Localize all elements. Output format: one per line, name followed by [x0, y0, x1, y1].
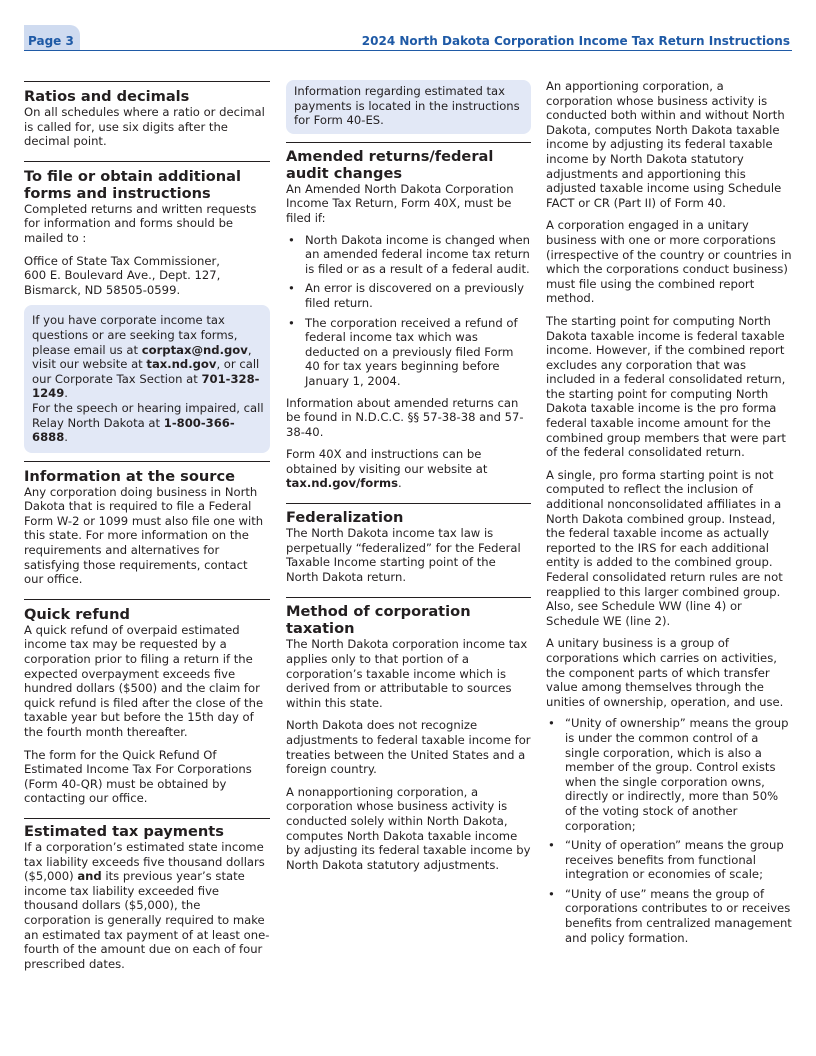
list-item: • “Unity of ownership” means the group is under the common control of a single corporation, which is also a member of the group. Control exists when the single corporation owns, directly or indirectly, more than 50% of the voting stock of another corporation; — [546, 716, 792, 833]
amended-website: Form 40X and instructions can be obtained by visiting our website at tax.nd.gov/forms. — [286, 447, 488, 491]
email-link[interactable]: corptax@nd.gov — [141, 342, 248, 357]
page-header — [24, 25, 792, 51]
section-divider — [24, 818, 270, 819]
to-file-body: Completed returns and written requests for information and forms should be mailed to : — [24, 201, 257, 245]
section-divider — [24, 81, 270, 82]
estimated-info-box — [286, 80, 531, 134]
list-item: • “Unity of use” means the group of corporations contributes to or receives benefits from centralized management and policy formation. — [546, 887, 792, 945]
federalization-body: The North Dakota income tax law is perpetually “federalized” for the Federal Taxable Income starting point of the North Dakota return. — [286, 526, 521, 584]
info-source-body: Any corporation doing business in North Dakota that is required to file a Federal Form W-2 or 1099 must also file one with this state. For more information on the requirements and alternatives for satisfying those requirements, contact our office. — [24, 484, 264, 587]
document-title: 2024 North Dakota Corporation Income Tax Return Instructions — [361, 34, 790, 48]
quick-refund-body-1: A quick refund of overpaid estimated income tax may be requested by a corporation prior to filing a return if the expected overpayment exceeds five hundred dollars ($500) and the claim for quick refund is filed after the close of the taxable year but before the 15th day of the fourth month thereafter. — [24, 622, 264, 739]
contact-info-box — [24, 305, 270, 452]
pro-forma-paragraph: A single, pro forma starting point is not computed to reflect the inclusion of additional nonconsolidated affiliates in a North Dakota combined group. Instead, the federal taxable income as actually reported to the IRS for each additional entity is added to the combined group. Federal consolidated return rules are not reapplied to this larger combined group. Also, see Schedule WW (line 4) or Schedule WE (line 2). — [546, 467, 783, 628]
relay-phone-number: 1-800-366-6888 — [32, 415, 235, 445]
page-number: Page 3 — [28, 34, 74, 48]
apportioning-paragraph: An apportioning corporation, a corporation whose business activity is conducted both within and without North Dakota, computes North Dakota taxable income by adjusting its federal taxable income by North Dakota statutory adjustments and apportioning this adjusted taxable income using Schedule FACT or CR (Part II) of Form 40. — [546, 79, 785, 210]
contact-info-text: If you have corporate income tax questions or are seeking tax forms, please email us at corptax@nd.gov, visit our website at tax.nd.gov, or call our Corporate Tax Section at 701-328-1249. For the speech or hearing impaired, call Relay North Dakota at 1-800-366-6888. — [32, 313, 264, 445]
section-divider — [24, 461, 270, 462]
column-3 — [546, 79, 792, 945]
estimated-heading: Estimated tax payments — [24, 822, 224, 840]
mailing-address: Office of State Tax Commissioner, 600 E. Boulevard Ave., Dept. 127, Bismarck, ND 58505-0599. — [24, 253, 221, 297]
method-heading: Method of corporation taxation — [286, 603, 471, 638]
section-divider — [286, 503, 531, 504]
list-item: • The corporation received a refund of federal income tax which was deducted on a previously filed Form 40 for tax years beginning before January 1, 2004. — [286, 316, 531, 389]
starting-point-paragraph: The starting point for computing North Dakota taxable income is federal taxable income. However, if the combined report excludes any corporation that was included in a federal consolidated return, the starting point for computing North Dakota taxable income is the pro forma federal taxable income amount for the combined group members that were part of the federal consolidated return. — [546, 313, 786, 460]
column-1 — [24, 81, 270, 971]
section-divider — [24, 161, 270, 162]
method-body-3: A nonapportioning corporation, a corporation whose business activity is conducted solely within North Dakota, computes North Dakota taxable income by adjusting its federal taxable income by North Dakota statutory adjustments. — [286, 784, 531, 872]
phone-number: 701-328-1249 — [32, 371, 260, 401]
amended-list — [286, 233, 531, 389]
section-divider — [286, 597, 531, 598]
amended-heading: Amended returns/federal audit changes — [286, 147, 494, 182]
list-item: • An error is discovered on a previously filed return. — [286, 281, 531, 310]
method-body-2: North Dakota does not recognize adjustments to federal taxable income for treaties between the United States and a foreign country. — [286, 718, 531, 777]
section-divider — [286, 142, 531, 143]
column-2 — [286, 80, 531, 872]
list-item: • North Dakota income is changed when an amended federal income tax return is filed or as a result of a federal audit. — [286, 233, 531, 277]
federalization-heading: Federalization — [286, 509, 404, 527]
estimated-body: If a corporation’s estimated state income tax liability exceeds five thousand dollars ($5,000) and its previous year’s state income tax liability exceeded five thousand dollars ($5,000), the corporation is generally required to make an estimated tax payment of at least one-fourth of the amount due on each of four prescribed dates. — [24, 839, 270, 971]
unity-list — [546, 716, 792, 945]
estimated-info-text: Information regarding estimated tax payments is located in the instructions for Form 40-ES. — [294, 84, 520, 128]
ratios-heading: Ratios and decimals — [24, 88, 190, 105]
list-item: • “Unity of operation” means the group receives benefits from functional integration or economies of scale; — [546, 838, 792, 882]
forms-link[interactable]: tax.nd.gov/forms — [286, 476, 398, 491]
quick-refund-heading: Quick refund — [24, 605, 130, 623]
ratios-body: On all schedules where a ratio or decimal is called for, use six digits after the decimal point. — [24, 105, 265, 149]
page-number-tab — [24, 25, 80, 51]
amended-statutes: Information about amended returns can be found in N.D.C.C. §§ 57-38-38 and 57-38-40. — [286, 395, 524, 439]
info-source-heading: Information at the source — [24, 467, 236, 485]
unitary-paragraph: A corporation engaged in a unitary business with one or more corporations (irrespective of the country or countries in which the corporations conduct business) must file using the combined report method. — [546, 218, 792, 306]
amended-intro: An Amended North Dakota Corporation Income Tax Return, Form 40X, must be filed if: — [286, 181, 514, 225]
method-body-1: The North Dakota corporation income tax applies only to that portion of a corporation’s taxable income which is derived from or attributable to sources within this state. — [286, 637, 528, 710]
quick-refund-body-2: The form for the Quick Refund Of Estimated Income Tax For Corporations (Form 40-QR) must be obtained by contacting our office. — [24, 747, 252, 806]
unitary-definition-paragraph: A unitary business is a group of corporations which carries on activities, the component parts of which transfer value among themselves through the unities of ownership, operation, and use. — [546, 636, 784, 709]
to-file-heading: To file or obtain additional forms and instructions — [24, 167, 241, 202]
website-link[interactable]: tax.nd.gov — [146, 357, 217, 372]
header-rule — [24, 50, 792, 51]
section-divider — [24, 599, 270, 600]
